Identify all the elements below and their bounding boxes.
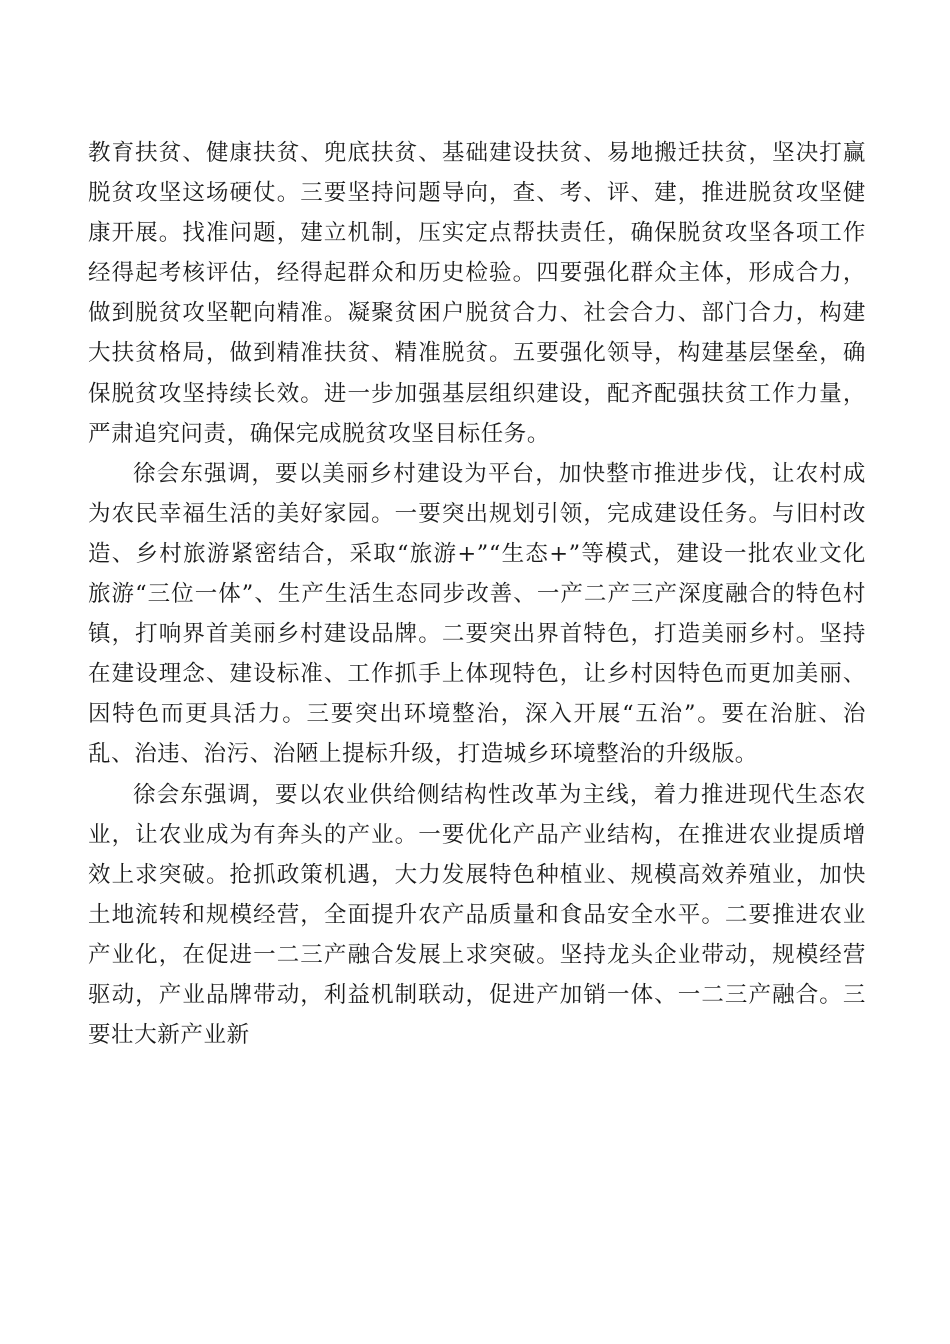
document-body (88, 133, 866, 1055)
paragraph-continued: 教育扶贫、健康扶贫、兜底扶贫、基础建设扶贫、易地搬迁扶贫，坚决打赢脱贫攻坚这场硬仗。三要坚持问题导向，查、考、评、建，推进脱贫攻坚健康开展。找准问题，建立机制，压实定点帮扶责任，确保脱贫攻坚各项工作经得起考核评估，经得起群众和历史检验。四要强化群众主体，形成合力，做到脱贫攻坚靶向精准。凝聚贫困户脱贫合力、社会合力、部门合力，构建大扶贫格局，做到精准扶贫、精准脱贫。五要强化领导，构建基层堡垒，确保脱贫攻坚持续长效。进一步加强基层组织建设，配齐配强扶贫工作力量，严肃追究问责，确保完成脱贫攻坚目标任务。 (88, 140, 866, 447)
paragraph-beautiful-village: 徐会东强调，要以美丽乡村建设为平台，加快整市推进步伐，让农村成为农民幸福生活的美好家园。一要突出规划引领，完成建设任务。与旧村改造、乡村旅游紧密结合，采取“旅游+”“生态+”等模式，建设一批农业文化旅游“三位一体”、生产生活生态同步改善、一产二产三产深度融合的特色村镇，打响界首美丽乡村建设品牌。二要突出界首特色，打造美丽乡村。坚持在建设理念、建设标准、工作抓手上体现特色，让乡村因特色而更加美丽、因特色而更具活力。三要突出环境整治，深入开展“五治”。要在治脏、治乱、治违、治污、治陋上提标升级，打造城乡环境整治的升级版。 (88, 460, 866, 768)
paragraph-agriculture-reform: 徐会东强调，要以农业供给侧结构性改革为主线，着力推进现代生态农业，让农业成为有奔头的产业。一要优化产品产业结构，在推进农业提质增效上求突破。抢抓政策机遇，大力发展特色种植业、规模高效养殖业，加快土地流转和规模经营，全面提升农产品质量和食品安全水平。二要推进农业产业化，在促进一二三产融合发展上求突破。坚持龙头企业带动，规模经营驱动，产业品牌带动，利益机制联动，促进产加销一体、一二三产融合。三要壮大新产业新 (88, 781, 866, 1049)
